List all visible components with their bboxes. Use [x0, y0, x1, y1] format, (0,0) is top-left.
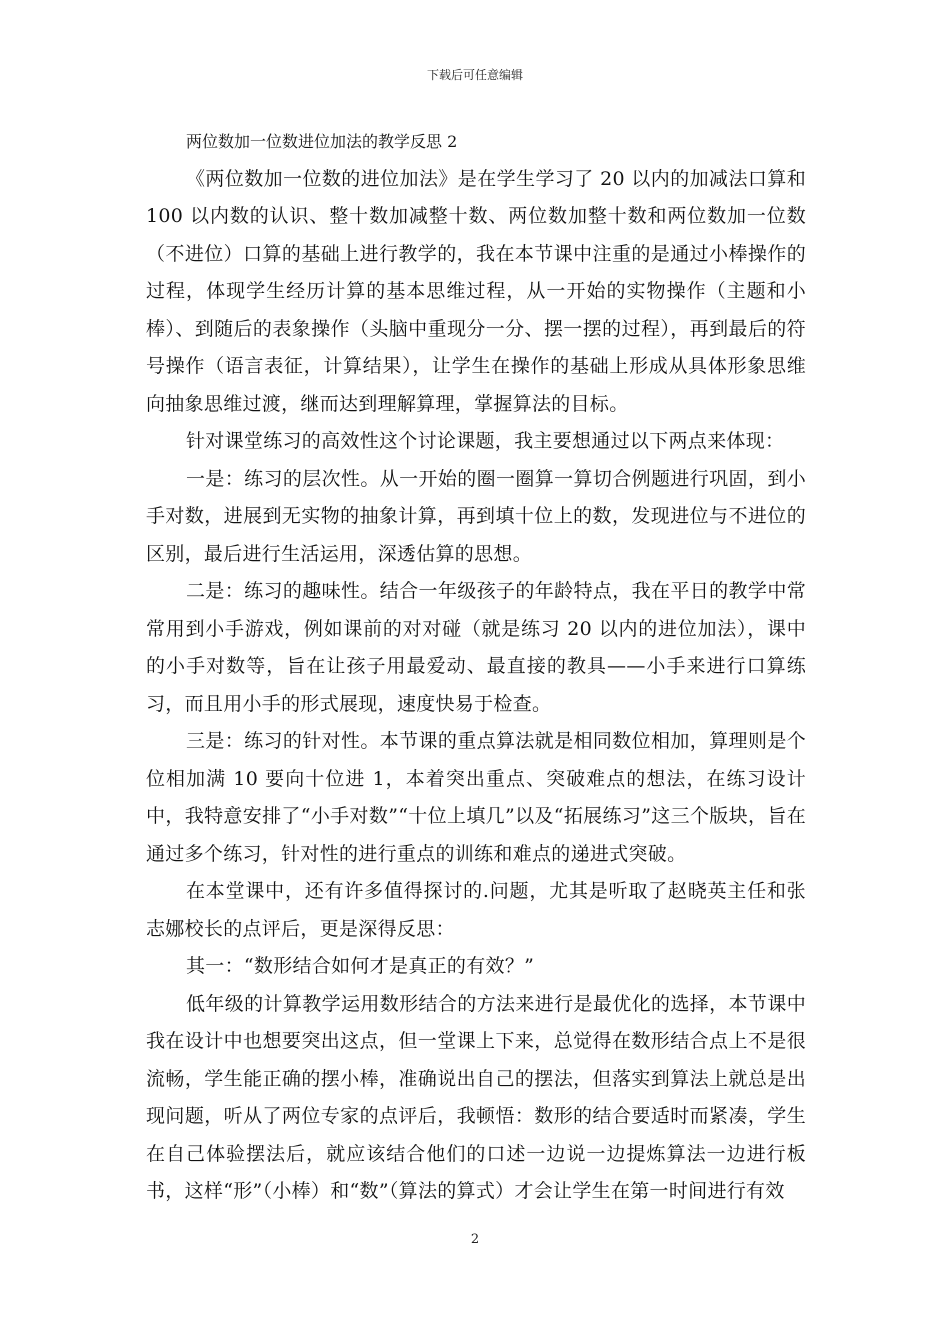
paragraph-intro: 《两位数加一位数的进位加法》是在学生学习了 20 以内的加减法口算和 100 以内数的认识、整十数加减整十数、两位数加整十数和两位数加一位数（不进位）口算的基础上进行教学的，我在本节课中注重的是通过小棒操作的过程，体现学生经历计算的基本思维过程，从一开始的实物操作（主题和小棒）、到随后的表象操作（头脑中重现分一分、摆一摆的过程），再到最后的符号操作（语言表征，计算结果），让学生在操作的基础上形成从具体形象思维向抽象思维过渡，继而达到理解算理，掌握算法的目标。 — [146, 167, 806, 415]
page-number: 2 — [470, 1232, 480, 1247]
page-header: 下载后可任意编辑 — [426, 68, 523, 82]
paragraph-reflection: 在本堂课中，还有许多值得探讨的.问题，尤其是听取了赵晓英主任和张志娜校长的点评后，更是深得反思： — [146, 880, 806, 940]
paragraph-point-three: 三是：练习的针对性。本节课的重点算法就是相同数位相加，算理则是个位相加满 10 要向十位进 1，本着突出重点、突破难点的想法，在练习设计中，我特意安排了“小手对数”“十位上填几”以及“拓展练习”这三个版块，旨在通过多个练习，针对性的进行重点的训练和难点的递进式突破。 — [146, 730, 806, 865]
paragraph-discussion: 低年级的计算教学运用数形结合的方法来进行是最优化的选择，本节课中我在设计中也想要突出这点，但一堂课上下来，总觉得在数形结合点上不是很流畅，学生能正确的摆小棒，准确说出自己的摆法，但落实到算法上就总是出现问题，听从了两位专家的点评后，我顿悟：数形的结合要适时而紧凑，学生在自己体验摆法后，就应该结合他们的口述一边说一边提炼算法一边进行板书，这样“形”（小棒）和“数”（算法的算式）才会让学生在第一时间进行有效 — [146, 992, 806, 1202]
paragraph-point-one: 一是：练习的层次性。从一开始的圈一圈算一算切合例题进行巩固，到小手对数，进展到无实物的抽象计算，再到填十位上的数，发现进位与不进位的区别，最后进行生活运用，深透估算的思想。 — [146, 467, 806, 565]
paragraph-point-two: 二是：练习的趣味性。结合一年级孩子的年龄特点，我在平日的教学中常常用到小手游戏，例如课前的对对碰（就是练习 20 以内的进位加法），课中的小手对数等，旨在让孩子用最爱动、最直接的教具——小手来进行口算练习，而且用小手的形式展现，速度快易于检查。 — [146, 580, 806, 715]
document-title: 两位数加一位数进位加法的教学反思 2 — [186, 132, 458, 151]
paragraph-question-one: 其一：“数形结合如何才是真正的有效？” — [186, 955, 535, 977]
paragraph-focus: 针对课堂练习的高效性这个讨论课题，我主要想通过以下两点来体现： — [186, 430, 785, 452]
document-body — [146, 123, 806, 1211]
